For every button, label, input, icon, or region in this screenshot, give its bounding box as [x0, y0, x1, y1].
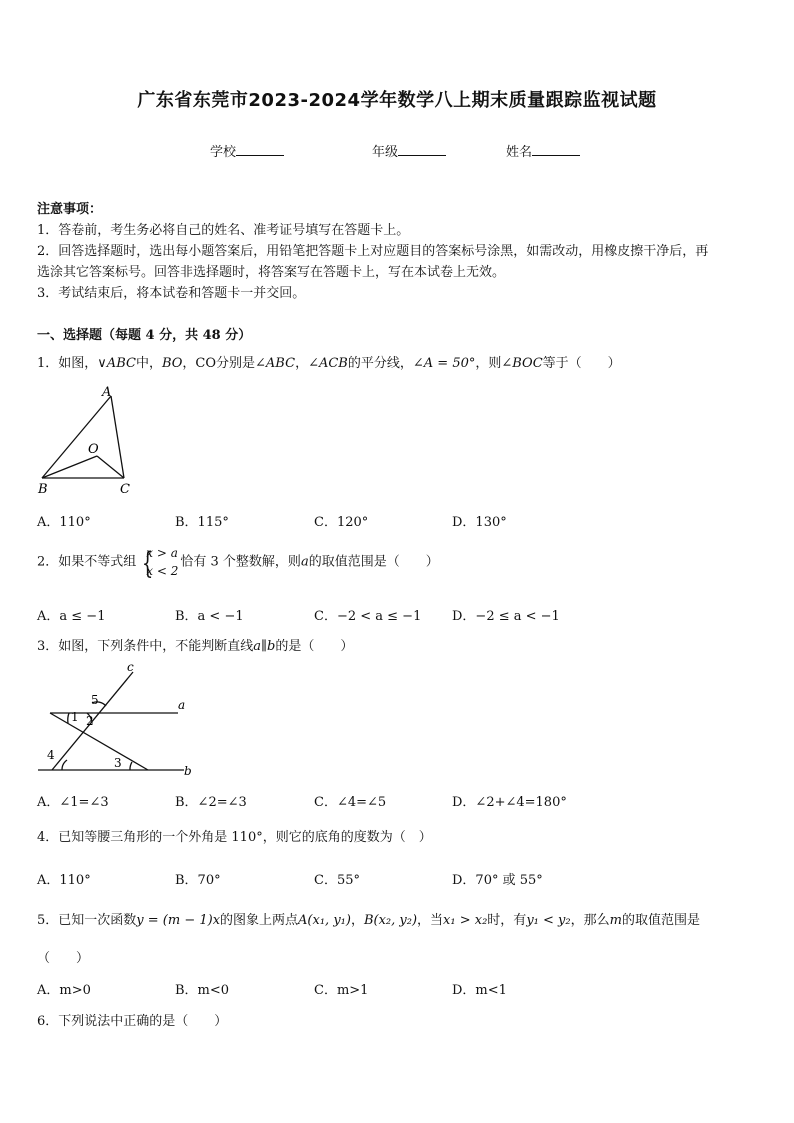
q5-math: y₁ < y₂ [526, 913, 571, 928]
q5-text: 时，有 [487, 913, 527, 928]
q2-text: 的取值范围是（ ） [308, 554, 439, 570]
notice-item: 1．答卷前，考生务必将自己的姓名、准考证号填写在答题卡上。 [37, 223, 410, 238]
q1-text: ，则 [475, 356, 502, 371]
school-blank[interactable] [236, 143, 284, 156]
option-a[interactable]: A．110° [37, 515, 91, 530]
q5-math: B(x₂, y₂) [363, 913, 418, 928]
q1-text: 等于（ ） [542, 356, 621, 371]
question-6: 6．下列说法中正确的是（ ） [37, 1014, 228, 1029]
q5-text: 的取值范围是 [621, 913, 700, 928]
brace-icon: { [142, 546, 154, 581]
q5-math: y = (m − 1)x [136, 913, 221, 928]
question-number: 1． [37, 356, 59, 371]
name-field[interactable] [506, 141, 580, 160]
q1-text: ， [295, 356, 309, 371]
grade-blank[interactable] [398, 143, 446, 156]
q3-parallel-lines-figure [34, 658, 204, 780]
q1-math: ∨ABC [97, 356, 136, 371]
option-a[interactable]: A．m>0 [37, 983, 91, 998]
label-5: 5 [91, 693, 99, 707]
notice-item: 3．考试结束后，将本试卷和答题卡一并交回。 [37, 286, 306, 301]
q1-math: ∠ACB [308, 356, 348, 371]
q1-math: ∠A = 50° [412, 356, 476, 371]
q3-math: a∥b [253, 639, 276, 654]
question-5 [37, 909, 700, 928]
label-a: a [178, 698, 186, 712]
inequality-row: x < 2 [146, 564, 179, 578]
label-4: 4 [47, 748, 55, 762]
option-b[interactable]: B．a < −1 [175, 609, 244, 624]
label-b: b [184, 764, 192, 778]
q1-text: ，CO分别是 [182, 356, 256, 371]
option-b[interactable]: B．m<0 [175, 983, 230, 998]
option-d[interactable]: D．m<1 [452, 983, 507, 998]
option-a[interactable]: A．110° [37, 873, 91, 888]
label-3: 3 [114, 756, 122, 770]
grade-field[interactable] [372, 141, 446, 160]
q5-math: m [609, 913, 622, 928]
inequality-row: x > a [146, 546, 178, 560]
notice-item: 选涂其它答案标号。回答非选择题时，将答案写在答题卡上，写在本试卷上无效。 [37, 265, 506, 280]
option-a[interactable]: A．a ≤ −1 [37, 609, 106, 624]
q2-math: a [300, 554, 309, 570]
notice-item: 2．回答选择题时，选出每小题答案后，用铅笔把答题卡上对应题目的答案标号涂黑，如需改动，用橡皮擦干净后，再 [37, 244, 709, 259]
question-2 [37, 544, 439, 580]
q1-math: BO [161, 356, 183, 371]
page-title: 广东省东莞市2023-2024学年数学八上期末质量跟踪监视试题 [137, 90, 657, 111]
q5-text: 的图象上两点 [220, 913, 299, 928]
notice-block [37, 199, 762, 304]
school-field[interactable] [210, 141, 284, 160]
name-label: 姓名 [506, 145, 533, 160]
label-C: C [120, 482, 130, 497]
label-1: 1 [71, 710, 79, 724]
option-c[interactable]: C．55° [314, 873, 360, 888]
option-c[interactable]: C．−2 < a ≤ −1 [314, 609, 422, 624]
option-d[interactable]: D．70° 或 55° [452, 873, 543, 888]
q5-math: x₁ > x₂ [443, 913, 488, 928]
q5-text: ， [350, 913, 364, 928]
q1-text: 如图， [58, 356, 98, 371]
q5-answer-blank: （ ） [37, 951, 90, 966]
inequality-system [138, 544, 178, 580]
q3-text: 如图，下列条件中，不能判断直线 [58, 639, 254, 654]
q5-text: 已知一次函数 [58, 913, 137, 928]
label-B: B [38, 482, 48, 497]
q2-text: 恰有 3 个整数解，则 [180, 554, 301, 570]
label-c: c [127, 660, 134, 674]
question-number: 3． [37, 639, 59, 654]
label-O: O [88, 442, 99, 457]
option-c[interactable]: C．m>1 [314, 983, 369, 998]
option-b[interactable]: B．∠2=∠3 [175, 795, 247, 810]
option-d[interactable]: D．−2 ≤ a < −1 [452, 609, 560, 624]
question-1 [37, 352, 621, 371]
question-3 [37, 635, 353, 654]
q1-text: 的平分线， [347, 356, 413, 371]
q5-math: A(x₁, y₁) [298, 913, 351, 928]
q2-text: 如果不等式组 [58, 554, 137, 570]
name-blank[interactable] [532, 143, 580, 156]
q1-math: ∠BOC [501, 356, 543, 371]
question-4: 4．已知等腰三角形的一个外角是 110°，则它的底角的度数为（ ） [37, 830, 432, 845]
question-number: 2． [37, 554, 59, 570]
option-b[interactable]: B．115° [175, 515, 229, 530]
notice-heading: 注意事项： [37, 202, 103, 217]
option-b[interactable]: B．70° [175, 873, 221, 888]
label-2: 2 [86, 714, 94, 728]
school-label: 学校 [210, 145, 237, 160]
q3-text: 的是（ ） [275, 639, 354, 654]
q1-triangle-figure [34, 380, 144, 500]
q1-math: ∠ABC [255, 356, 296, 371]
question-number: 5． [37, 913, 59, 928]
q5-text: ，当 [417, 913, 444, 928]
option-c[interactable]: C．120° [314, 515, 369, 530]
option-d[interactable]: D．∠2+∠4=180° [452, 795, 567, 810]
option-a[interactable]: A．∠1=∠3 [37, 795, 109, 810]
grade-label: 年级 [372, 145, 399, 160]
option-c[interactable]: C．∠4=∠5 [314, 795, 387, 810]
q5-text: ，那么 [570, 913, 610, 928]
q1-text: 中， [135, 356, 162, 371]
label-A: A [102, 385, 112, 400]
option-d[interactable]: D．130° [452, 515, 507, 530]
section-heading: 一、选择题（每题 4 分，共 48 分） [37, 328, 252, 343]
